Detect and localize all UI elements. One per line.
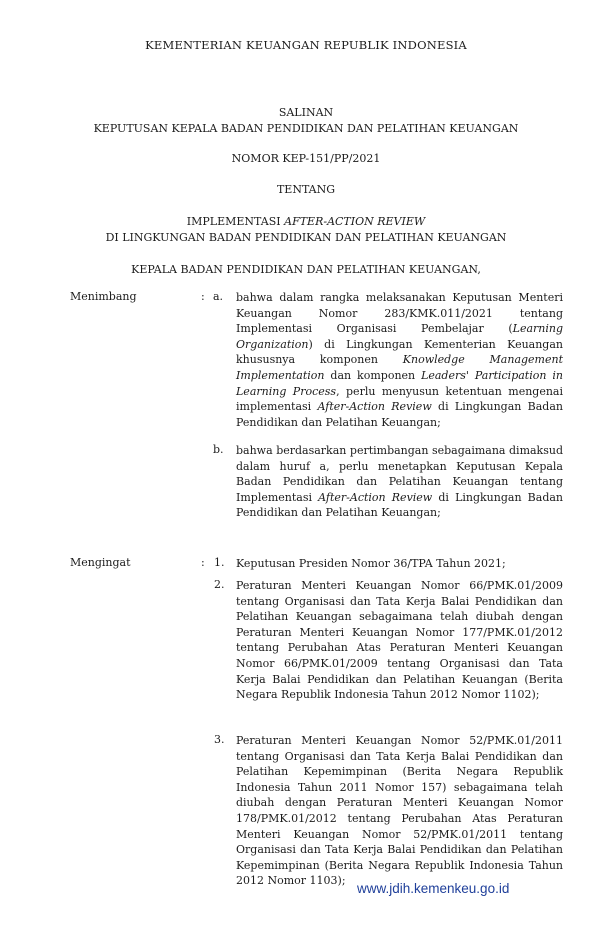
copy-label: SALINAN [278, 106, 334, 119]
mengingat-item-2: Peraturan Menteri Keuangan Nomor 66/PMK.01/2009 tentang Organisasi dan Tata Kerja Balai Pendidikan dan Pelatihan Keuangan sebagaimana telah diubah dengan Peraturan Menteri Keuangan Nomor 177/PMK.01/2012 tentang Perubahan Atas Peraturan Menteri Keuangan Nomor 66/PMK.01/2009 tentang Organisasi dan Tata Kerja Balai Pendidikan dan Pelatihan Keuangan (Berita Negara Republik Indonesia Tahun 2012 Nomor 1102); [236, 579, 563, 702]
menimbang-item-b [236, 443, 563, 521]
item-text: bahwa berdasarkan pertimbangan sebagaimana dimaksud dalam huruf a, perlu menetapkan Keputusan Kepala Badan Pendidikan dan Pelatihan Keuangan tentang Implementasi [236, 444, 563, 504]
decision-title: KEPUTUSAN KEPALA BADAN PENDIDIKAN DAN PELATIHAN KEUANGAN [93, 122, 519, 135]
subject-prefix: IMPLEMENTASI [186, 215, 285, 228]
menimbang-item-a [236, 290, 563, 430]
item-italic: Leaders' Participation in Learning Process [236, 368, 563, 398]
item-italic: Knowledge Management Implementation [236, 353, 564, 382]
menimbang-colon: : [201, 290, 205, 303]
mengingat-marker-1: 1. [214, 556, 225, 569]
issuing-official: KEPALA BADAN PENDIDIKAN DAN PELATIHAN KEUANGAN, [131, 263, 481, 276]
subject-line-1 [0, 215, 612, 228]
menimbang-marker-a: a. [213, 290, 224, 303]
item-text: ) di Lingkungan Kementerian Keuangan khususnya komponen [236, 337, 563, 367]
subject-italic: AFTER-ACTION REVIEW [284, 215, 426, 228]
item-italic: Learning Organization [236, 322, 563, 351]
item-text: bahwa dalam rangka melaksanakan Keputusan Menteri Keuangan Nomor 283/KMK.011/2021 tentang Implementasi Organisasi Pembelajar ( [236, 291, 563, 336]
about-label: TENTANG [276, 183, 336, 196]
mengingat-marker-2: 2. [214, 578, 225, 591]
item-italic: After-Action Review [318, 490, 433, 504]
item-text: di Lingkungan Badan Pendidikan dan Pelatihan Keuangan; [236, 400, 563, 429]
mengingat-item-3: Peraturan Menteri Keuangan Nomor 52/PMK.01/2011 tentang Organisasi dan Tata Kerja Balai Pendidikan dan Pelatihan Kepemimpinan (Berita Negara Republik Indonesia Tahun 2011 Nomor 157) sebagaimana telah diubah dengan Peraturan Menteri Keuangan Nomor 178/PMK.01/2012 tentang Perubahan Atas Peraturan Menteri Keuangan Nomor 52/PMK.01/2011 tentang Organisasi dan Tata Kerja Balai Pendidikan dan Pelatihan Kepemimpinan (Berita Negara Republik Indonesia Tahun 2012 Nomor 1103); [236, 734, 563, 888]
item-text: dan komponen [324, 368, 422, 382]
decision-number: NOMOR KEP-151/PP/2021 [231, 152, 381, 165]
menimbang-label: Menimbang [70, 290, 137, 303]
menimbang-marker-b: b. [213, 443, 224, 456]
item-italic: After-Action Review [317, 400, 432, 414]
mengingat-label: Mengingat [70, 556, 131, 569]
website-link[interactable]: www.jdih.kemenkeu.go.id [357, 881, 510, 896]
mengingat-item-1: Keputusan Presiden Nomor 36/TPA Tahun 2021; [236, 557, 506, 570]
ministry-header: KEMENTERIAN KEUANGAN REPUBLIK INDONESIA [145, 38, 467, 52]
item-text: , perlu menyusun ketentuan mengenai implementasi [236, 384, 563, 414]
subject-line-2: DI LINGKUNGAN BADAN PENDIDIKAN DAN PELATIHAN KEUANGAN [105, 231, 507, 244]
item-text: di Lingkungan Badan Pendidikan dan Pelatihan Keuangan; [236, 490, 563, 520]
mengingat-marker-3: 3. [214, 733, 225, 746]
mengingat-colon: : [201, 556, 205, 569]
